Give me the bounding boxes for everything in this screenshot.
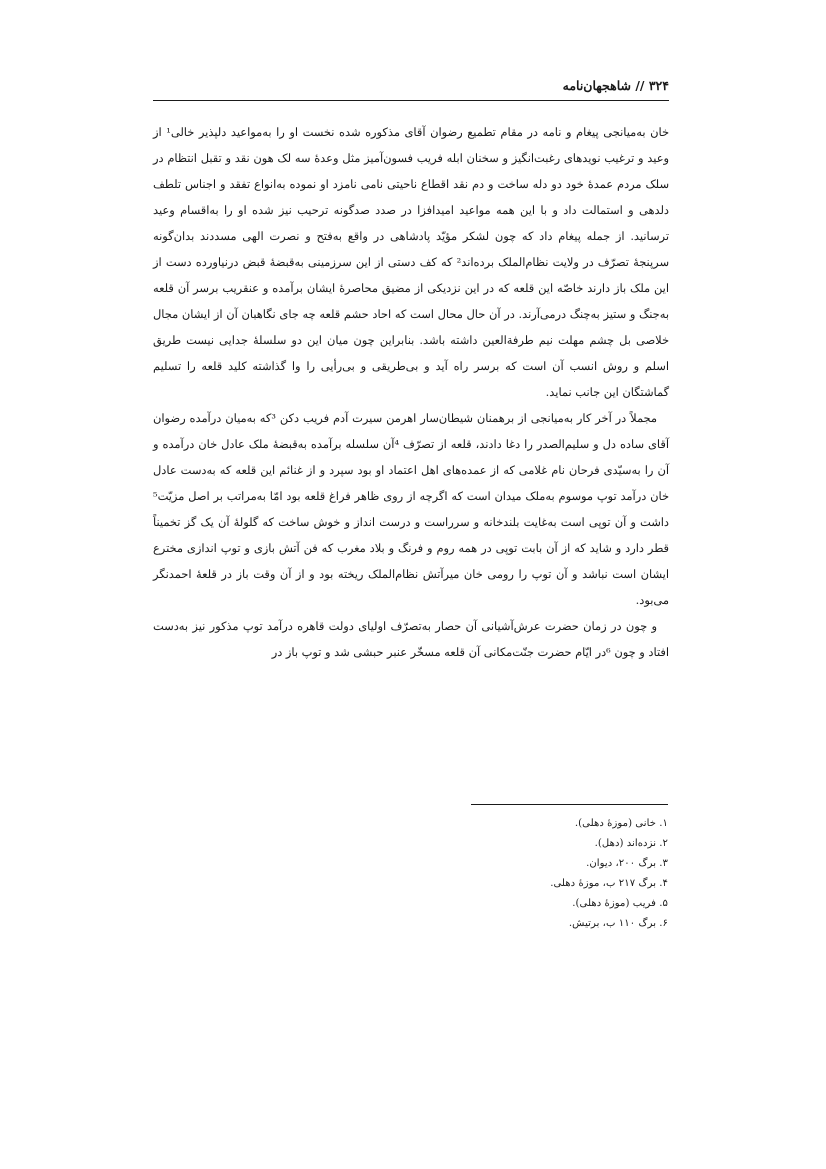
main-text [153, 119, 669, 665]
paragraph: مجملاً در آخر کار به‌میانجی از برهمنان شیطان‌سار اهرمن سیرت آدم فریب دکن ³که به‌میان درآمده رضوان آقای ساده دل و سلیم‌الصدر را دغا دادند، قلعه از تصرّف ⁴آن سلسله برآمده به‌قبضهٔ ملک عادل خان درآمده و آن را به‌سیّدی فرحان نام غلامی که از عمده‌های اهل اعتماد او بود سپرد و از غنائم این قلعه که به‌دست عادل خان درآمد توپ موسوم به‌ملک میدان است که اگرچه از روی ظاهر فراغ قلعه بود امّا به‌مراتب بر اصل مزیّت⁵ داشت و آن توپی است به‌غایت بلندخانه و سرراست و درست انداز و خوش ساخت که گلولهٔ آن یک گز تخمیناً قطر دارد و شاید که از آن بابت توپی در همه روم و فرنگ و بلاد مغرب که فن آتش بازی و توپ اندازی مخترع ایشان است نباشد و آن توپ را رومی خان میرآتش نظام‌الملک ریخته بود و از آن وقت باز در قلعهٔ احمدنگر می‌بود. [153, 411, 670, 607]
paragraph: و چون در زمان حضرت عرش‌آشیانی آن حصار به‌تصرّف اولیای دولت قاهره درآمد توپ مذکور نیز به‌دست افتاد و چون ⁶در ایّام حضرت جنّت‌مکانی آن قلعه مسخّر عنبر حبشی شد و توپ باز در [153, 619, 669, 659]
footnote: ۱. خانی (موزهٔ دهلی). [574, 818, 668, 829]
footnote: ۳. برگ ۲۰۰، دیوان. [586, 858, 668, 869]
footnote: ۶. برگ ۱۱۰ ب، برتیش. [568, 918, 668, 929]
footnote: ۴. برگ ۲۱۷ ب، موزهٔ دهلی. [550, 878, 668, 889]
paragraph: خان به‌میانجی پیغام و نامه در مقام تطمیع رضوان آقای مذکوره شده نخست او را به‌مواعید دلپذیر خالی¹ از وعید و ترغیب نویدهای رغبت‌انگیز و سخنان ابله فریب فسون‌آمیز مثل وعدهٔ سه لک هون نقد و تقبل انتظام در سلک مردم عمدهٔ خود دو دله ساخت و دم نقد اقطاع ناحیتی نامی نامزد او نموده به‌انواع تفقد و اجناس تلطف دلدهی و استمالت داد و با این همه مواعید امیدافزا در صدد صدگونه ترحیب نیز شده او را به‌اقسام وعید ترسانید. از جمله پیغام داد که چون لشکر مؤیّد پادشاهی در واقع به‌فتح و نصرت الهی مسددند بدان‌گونه سرپنجهٔ تصرّف در ولایت نظام‌الملک برده‌اند² که کف دستی از این سرزمینی به‌قبضهٔ قبض درنیاورده دست از این ملک باز دارند خاصّه این قلعه که در این نزدیکی از مضیق محاصرهٔ ایشان برآمده و عنقریب برسر آن قلعه به‌جنگ و ستیز به‌چنگ درمی‌آرند. در آن حال محال است که احاد حشم قلعه چه جای نگاهبان آن از ایشان مجال خلاصی بل چشم مهلت نیم طرفةالعین داشته باشد. بنابراین چون میان این دو سلسلهٔ جدایی نیست طریق اسلم و روش انسب آن است که برسر راه آید و بی‌طریقی و بی‌رأیی را وا گذاشته کلید قلعه را تسلیم گماشتگان این جانب نماید. [153, 125, 669, 399]
header-rule [153, 100, 669, 101]
footnote: ۲. نزده‌اند (دهل). [594, 838, 668, 849]
running-header: ۳۲۴ // شاهجهان‌نامه [562, 78, 669, 93]
footnote: ۵. فریب (موزهٔ دهلی). [572, 898, 668, 909]
footnote-rule [471, 804, 668, 805]
footnotes-list [400, 814, 668, 934]
